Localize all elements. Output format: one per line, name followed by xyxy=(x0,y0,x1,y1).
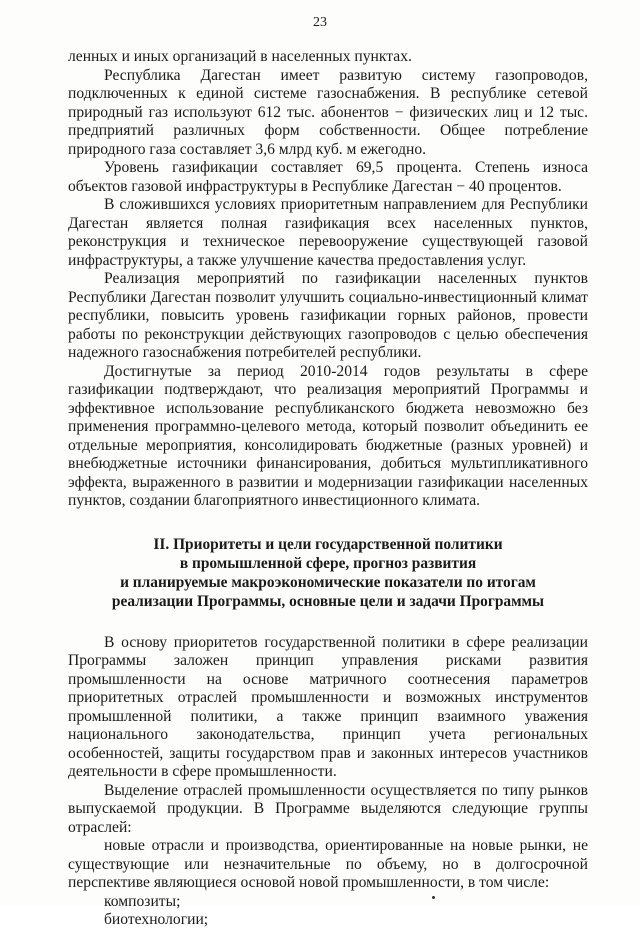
paragraph-5: Реализация мероприятий по газификации населенных пунктов Республики Дагестан позволит улучшить социально-инвестиционный климат республики, повысить уровень газификации горных районов, провести работы по реконструкции действующих газопроводов с целью обеспечения надежного газоснабжения потребителей республики. xyxy=(68,270,588,361)
paragraph-1: ленных и иных организаций в населенных пунктах. xyxy=(68,48,412,65)
section-heading-line-3: и планируемые макроэкономические показатели по итогам xyxy=(120,573,536,591)
section-heading-line-1: II. Приоритеты и цели государственной политики xyxy=(153,535,503,553)
list-item: биотехнологии; xyxy=(104,911,209,928)
industry-list xyxy=(68,893,588,930)
paragraph-3: Уровень газификации составляет 69,5 процента. Степень износа объектов газовой инфраструктуры в Республике Дагестан − 40 процентов. xyxy=(68,159,588,195)
paragraph-4: В сложившихся условиях приоритетным направлением для Республики Дагестан является полная газификация всех населенных пунктов, реконструкция и техническое перевооружение существующей газовой инфраструктуры, а также улучшение качества предоставления услуг. xyxy=(68,196,588,269)
scan-artifact-dot xyxy=(432,896,435,899)
section-heading-line-4: реализации Программы, основные цели и задачи Программы xyxy=(111,592,545,610)
paragraph-6: Достигнутые за период 2010-2014 годов результаты в сфере газификации подтверждают, что реализация мероприятий Программы и эффективное использование республиканского бюджета невозможно без применения программно-целевого метода, который позволит объединить ее отдельные мероприятия, консолидировать бюджетные (разных уровней) и внебюджетные источники финансирования, добиться мультипликативного эффекта, выраженного в развитии и модернизации газификации населенных пунктов, создании благоприятного инвестиционного климата. xyxy=(68,362,588,509)
paragraph-2: Республика Дагестан имеет развитую систему газопроводов, подключенных к единой системе газоснабжения. В республике сетевой природный газ используют 612 тыс. абонентов − физических лиц и 12 тыс. предприятий различных форм собственности. Общее потребление природного газа составляет 3,6 млрд куб. м ежегодно. xyxy=(68,66,588,158)
paragraphs-after-heading xyxy=(68,634,588,893)
section-heading xyxy=(68,535,588,611)
section-heading-line-2: в промышленной сфере, прогноз развития xyxy=(179,554,477,572)
document-body xyxy=(68,48,588,930)
paragraphs-before-heading xyxy=(68,48,588,511)
list-item: композиты; xyxy=(104,892,181,910)
page-number: 23 xyxy=(313,15,327,30)
paragraph-section-ii-2: Выделение отраслей промышленности осуществляется по типу рынков выпускаемой продукции. В Программе выделяются следующие группы отраслей: xyxy=(68,781,588,836)
paragraph-section-ii-3: новые отрасли и производства, ориентированные на новые рынки, не существующие или незначительные по объему, но в долгосрочной перспективе являющиеся основой новой промышленности, в том числе: xyxy=(68,837,588,891)
paragraph-section-ii-1: В основу приоритетов государственной политики в сфере реализации Программы заложен принцип управления рисками развития промышленности на основе матричного соотнесения параметров приоритетных отраслей промышленности и возможных инструментов промышленной политики, а также принцип взаимного уважения национального законодательства, принцип учета региональных особенностей, защиты государством прав и законных интересов участников деятельности в сфере промышленности. xyxy=(68,633,588,780)
